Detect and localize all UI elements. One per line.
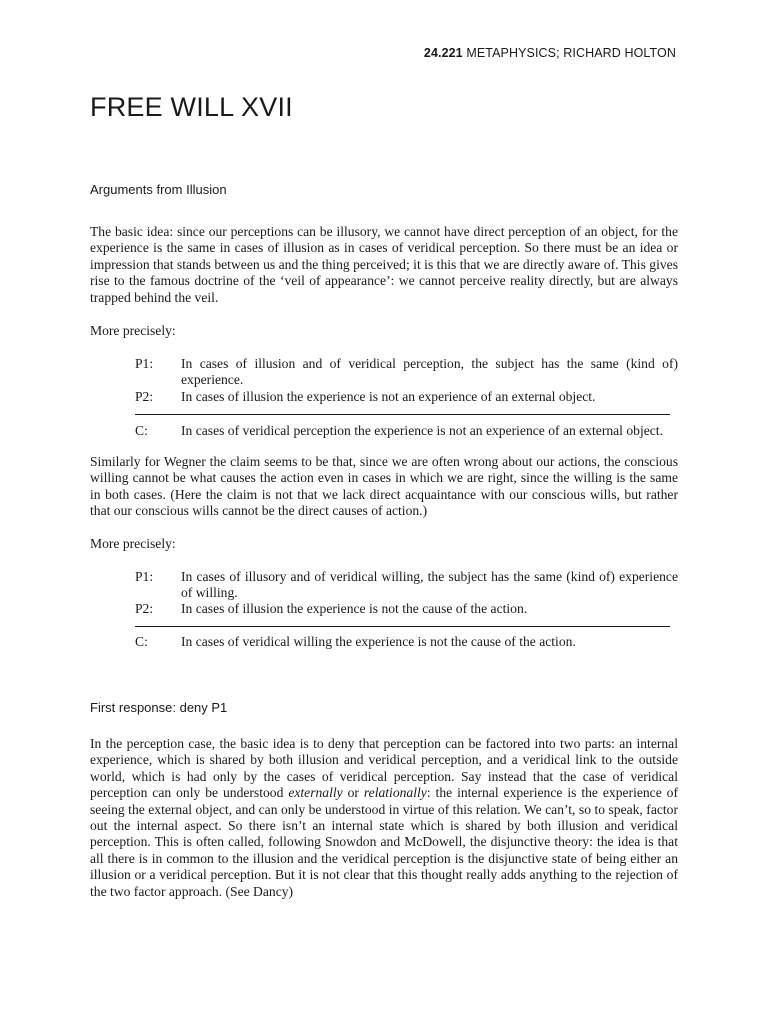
argument-premise-2 [135, 389, 678, 405]
premise-label: P2: [135, 389, 154, 404]
course-number: 24.221 [423, 46, 463, 60]
text-run: or [342, 785, 364, 801]
argument2-premise-2 [135, 601, 678, 617]
paragraph-perception-case [90, 736, 678, 900]
emphasis-externally: externally [288, 785, 343, 801]
argument-premise-1 [135, 356, 678, 388]
conclusion-text: In cases of veridical willing the experience is not the cause of the action. [181, 634, 576, 649]
premise-label: P1: [135, 569, 154, 584]
text-run: In the perception case, the basic idea is to deny that perception can be factored into two parts: an internal experience, which is shared by both illusion and veridical perception, and a veridical link to the outside world, which is had only by the cases of veridical perception. Say instead that the case of veridical perception can only be understood [90, 736, 678, 801]
argument2-conclusion [135, 634, 678, 650]
argument2-divider [135, 626, 670, 627]
premise-text: In cases of illusion the experience is not the cause of the action. [181, 601, 528, 616]
course-title-author: METAPHYSICS; RICHARD HOLTON [462, 46, 676, 60]
premise-label: P2: [135, 601, 154, 616]
conclusion-label: C: [135, 634, 148, 649]
paragraph-wegner: Similarly for Wegner the claim seems to be that, since we are often wrong about our actions, the conscious willing cannot be what causes the action even in cases in which we are right, since the willing is the same in both cases. (Here the claim is not that we lack direct acquaintance with our conscious wills, but rather that our conscious wills cannot be the direct causes of action.) [90, 454, 678, 519]
paragraph-basic-idea: The basic idea: since our perceptions can be illusory, we cannot have direct perception of an object, for the experience is the same in cases of illusion as in cases of veridical perception. So there must be an idea or impression that stands between us and the thing perceived; it is this that we are directly aware of. This gives rise to the famous doctrine of the ‘veil of appearance’: we cannot perceive reality directly, but are always trapped behind the veil. [90, 224, 678, 305]
paragraph-more-precisely-2: More precisely: [90, 536, 176, 551]
paragraph-more-precisely: More precisely: [90, 323, 176, 338]
conclusion-text: In cases of veridical perception the experience is not an experience of an external object. [181, 423, 663, 438]
section-heading-arguments-from-illusion: Arguments from Illusion [90, 182, 227, 197]
premise-text: In cases of illusory and of veridical willing, the subject has the same (kind of) experience of willing. [181, 569, 678, 601]
text-run: : the internal experience is the experience of seeing the external object, and can only be understood in virtue of this relation. We can’t, so to speak, factor out the internal aspect. So there isn’t an internal state which is shared by both illusion and veridical perception. This is often called, following Snowdon and McDowell, the disjunctive theory: the idea is that all there is in common to the illusion and the veridical perception is the disjunctive state of being either an illusion or a veridical perception. But it is not clear that this thought really adds anything to the rejection of the two factor approach. (See Dancy) [90, 785, 678, 899]
emphasis-relationally: relationally [363, 785, 427, 801]
argument-divider [135, 414, 670, 415]
premise-text: In cases of illusion and of veridical perception, the subject has the same (kind of) experience. [181, 356, 678, 388]
page-title: FREE WILL XVII [90, 92, 293, 122]
premise-text: In cases of illusion the experience is not an experience of an external object. [181, 389, 596, 404]
running-header [424, 46, 676, 60]
conclusion-label: C: [135, 423, 148, 438]
section-heading-first-response: First response: deny P1 [90, 700, 228, 715]
argument2-premise-1 [135, 569, 678, 601]
premise-label: P1: [135, 356, 154, 371]
argument-conclusion [135, 423, 678, 439]
